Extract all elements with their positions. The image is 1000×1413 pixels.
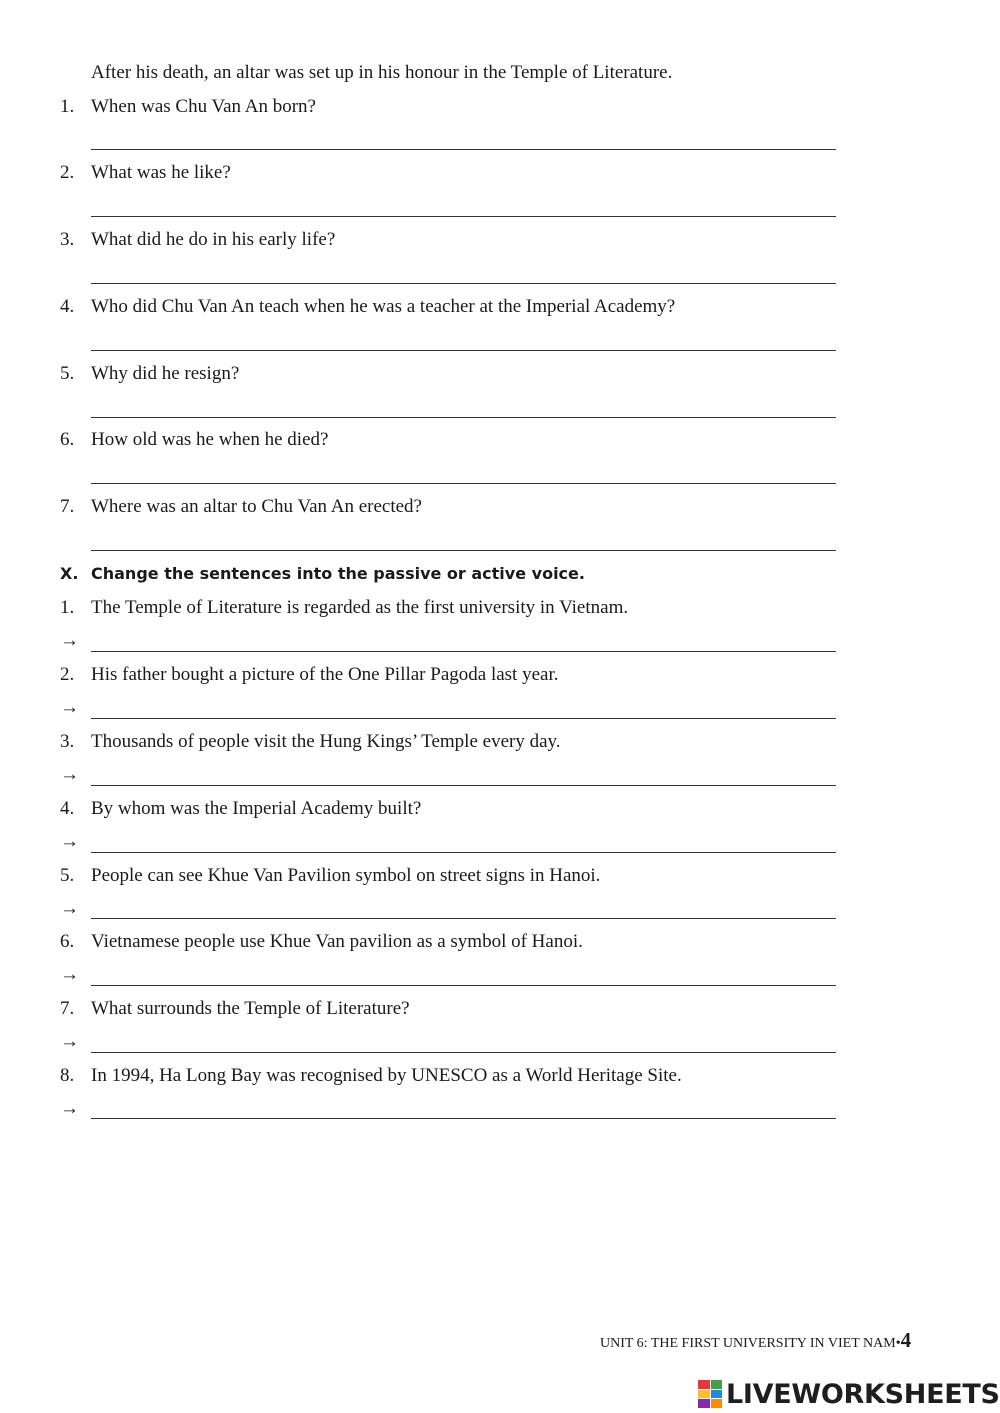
section-x-heading bbox=[60, 564, 585, 584]
arrow-icon: → bbox=[60, 630, 79, 651]
answer-line[interactable] bbox=[91, 483, 836, 484]
item-sentence: Thousands of people visit the Hung Kings’ Temple every day. bbox=[91, 731, 561, 752]
logo-square bbox=[711, 1390, 723, 1399]
arrow-icon: → bbox=[60, 764, 79, 785]
item-number: 1. bbox=[60, 597, 75, 618]
answer-line[interactable] bbox=[91, 1052, 836, 1053]
question-number: 3. bbox=[60, 229, 75, 250]
question-text: Why did he resign? bbox=[91, 363, 240, 384]
answer-line[interactable] bbox=[91, 1118, 836, 1119]
item-sentence: His father bought a picture of the One Pillar Pagoda last year. bbox=[91, 664, 559, 685]
page-number: 4 bbox=[900, 1328, 912, 1352]
question-text: Where was an altar to Chu Van An erected? bbox=[91, 496, 422, 517]
item-number: 5. bbox=[60, 865, 75, 886]
question-text: What did he do in his early life? bbox=[91, 229, 336, 250]
logo-square bbox=[711, 1380, 723, 1389]
item-number: 2. bbox=[60, 664, 75, 685]
answer-line[interactable] bbox=[91, 350, 836, 351]
question-number: 2. bbox=[60, 162, 75, 183]
item-number: 6. bbox=[60, 931, 75, 952]
question-number: 5. bbox=[60, 363, 75, 384]
arrow-icon: → bbox=[60, 1098, 79, 1119]
item-sentence: By whom was the Imperial Academy built? bbox=[91, 798, 422, 819]
item-number: 7. bbox=[60, 998, 75, 1019]
item-sentence: The Temple of Literature is regarded as the first university in Vietnam. bbox=[91, 597, 629, 618]
arrow-icon: → bbox=[60, 697, 79, 718]
question-text: When was Chu Van An born? bbox=[91, 96, 316, 117]
arrow-icon: → bbox=[60, 898, 79, 919]
answer-line[interactable] bbox=[91, 149, 836, 150]
arrow-icon: → bbox=[60, 964, 79, 985]
answer-line[interactable] bbox=[91, 216, 836, 217]
arrow-icon: → bbox=[60, 831, 79, 852]
answer-line[interactable] bbox=[91, 718, 836, 719]
answer-line[interactable] bbox=[91, 550, 836, 551]
item-sentence: People can see Khue Van Pavilion symbol on street signs in Hanoi. bbox=[91, 865, 601, 886]
item-number: 3. bbox=[60, 731, 75, 752]
item-sentence: In 1994, Ha Long Bay was recognised by UNESCO as a World Heritage Site. bbox=[91, 1065, 682, 1086]
item-number: 8. bbox=[60, 1065, 75, 1086]
section-label: X. bbox=[60, 564, 79, 583]
answer-line[interactable] bbox=[91, 283, 836, 284]
unit-title: UNIT 6: THE FIRST UNIVERSITY IN VIET NAM bbox=[600, 1336, 896, 1351]
intro-line: After his death, an altar was set up in his honour in the Temple of Literature. bbox=[91, 62, 673, 83]
question-number: 4. bbox=[60, 296, 75, 317]
answer-line[interactable] bbox=[91, 918, 836, 919]
question-number: 6. bbox=[60, 429, 75, 450]
page-footer bbox=[600, 1330, 911, 1354]
logo-mark-icon bbox=[698, 1380, 722, 1408]
liveworksheets-logo bbox=[698, 1378, 1000, 1410]
logo-text: LIVEWORKSHEETS bbox=[726, 1378, 1000, 1410]
logo-square bbox=[698, 1380, 710, 1389]
answer-line[interactable] bbox=[91, 852, 836, 853]
item-number: 4. bbox=[60, 798, 75, 819]
question-number: 1. bbox=[60, 96, 75, 117]
section-title: Change the sentences into the passive or active voice. bbox=[91, 564, 585, 583]
question-text: Who did Chu Van An teach when he was a teacher at the Imperial Academy? bbox=[91, 296, 676, 317]
logo-square bbox=[698, 1399, 710, 1408]
logo-square bbox=[698, 1390, 710, 1399]
answer-line[interactable] bbox=[91, 417, 836, 418]
answer-line[interactable] bbox=[91, 985, 836, 986]
answer-line[interactable] bbox=[91, 651, 836, 652]
item-sentence: Vietnamese people use Khue Van pavilion as a symbol of Hanoi. bbox=[91, 931, 583, 952]
arrow-icon: → bbox=[60, 1031, 79, 1052]
question-number: 7. bbox=[60, 496, 75, 517]
logo-square bbox=[711, 1399, 723, 1408]
answer-line[interactable] bbox=[91, 785, 836, 786]
question-text: What was he like? bbox=[91, 162, 231, 183]
question-text: How old was he when he died? bbox=[91, 429, 329, 450]
item-sentence: What surrounds the Temple of Literature? bbox=[91, 998, 410, 1019]
footer-separator: • bbox=[895, 1336, 901, 1351]
